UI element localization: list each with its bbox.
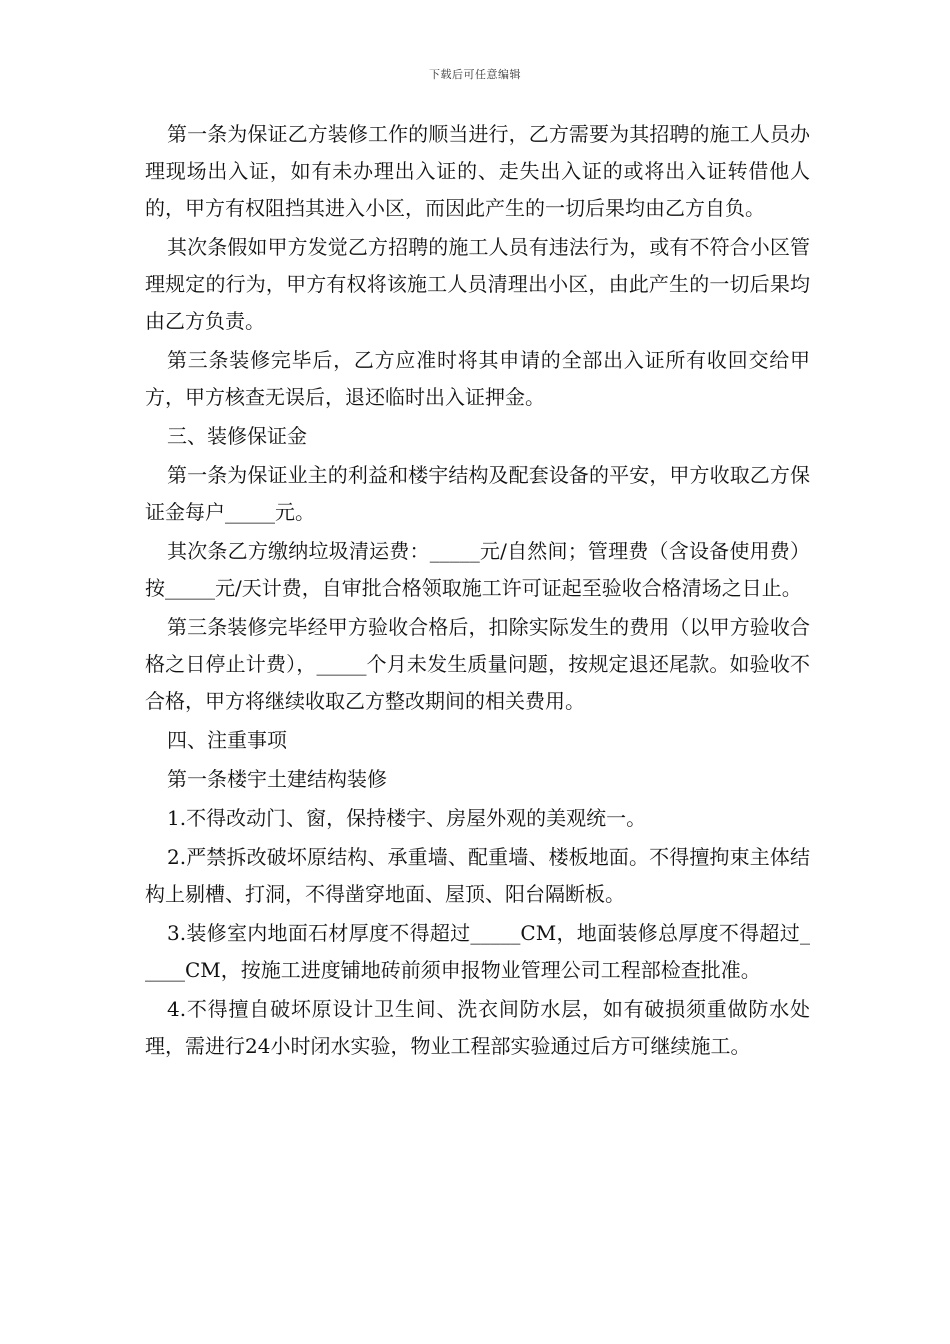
paragraph-deposit-2: 其次条乙方缴纳垃圾清运费：_____元/自然间；管理费（含设备使用费）按_____元/天计费，自审批合格领取施工许可证起至验收合格清场之日止。 [145,539,810,600]
section-heading-notes: 四、注重事项 [167,728,287,752]
page-header-note: 下载后可任意编辑 [429,68,521,81]
paragraph-article-3: 第三条装修完毕后，乙方应准时将其申请的全部出入证所有收回交给甲方，甲方核查无误后，退还临时出入证押金。 [145,348,810,409]
paragraph-article-2: 其次条假如甲方发觉乙方招聘的施工人员有违法行为，或有不符合小区管理规定的行为，甲方有权将该施工人员清理出小区，由此产生的一切后果均由乙方负责。 [145,235,810,333]
list-item-1: 1.不得改动门、窗，保持楼宇、房屋外观的美观统一。 [167,806,647,830]
subheading-structure: 第一条楼宇土建结构装修 [167,767,387,791]
section-heading-deposit: 三、装修保证金 [167,424,307,448]
list-item-2: 2.严禁拆改破坏原结构、承重墙、配重墙、楼板地面。不得擅拘束主体结构上剔槽、打洞，不得凿穿地面、屋顶、阳台隔断板。 [145,845,810,906]
list-item-4: 4.不得擅自破坏原设计卫生间、洗衣间防水层，如有破损须重做防水处理，需进行24小时闭水实验，物业工程部实验通过后方可继续施工。 [145,997,810,1058]
paragraph-deposit-1: 第一条为保证业主的利益和楼宇结构及配套设备的平安，甲方收取乙方保证金每户_____元。 [145,463,810,524]
document-body [145,116,810,1067]
list-item-3: 3.装修室内地面石材厚度不得超过_____CM，地面装修总厚度不得超过_____CM，按施工进度铺地砖前须申报物业管理公司工程部检查批准。 [145,921,810,982]
paragraph-deposit-3: 第三条装修完毕经甲方验收合格后，扣除实际发生的费用（以甲方验收合格之日停止计费），_____个月未发生质量问题，按规定退还尾款。如验收不合格，甲方将继续收取乙方整改期间的相关费用。 [145,615,810,713]
paragraph-article-1: 第一条为保证乙方装修工作的顺当进行，乙方需要为其招聘的施工人员办理现场出入证，如有未办理出入证的、走失出入证的或将出入证转借他人的，甲方有权阻挡其进入小区，而因此产生的一切后果均由乙方自负。 [145,122,810,220]
